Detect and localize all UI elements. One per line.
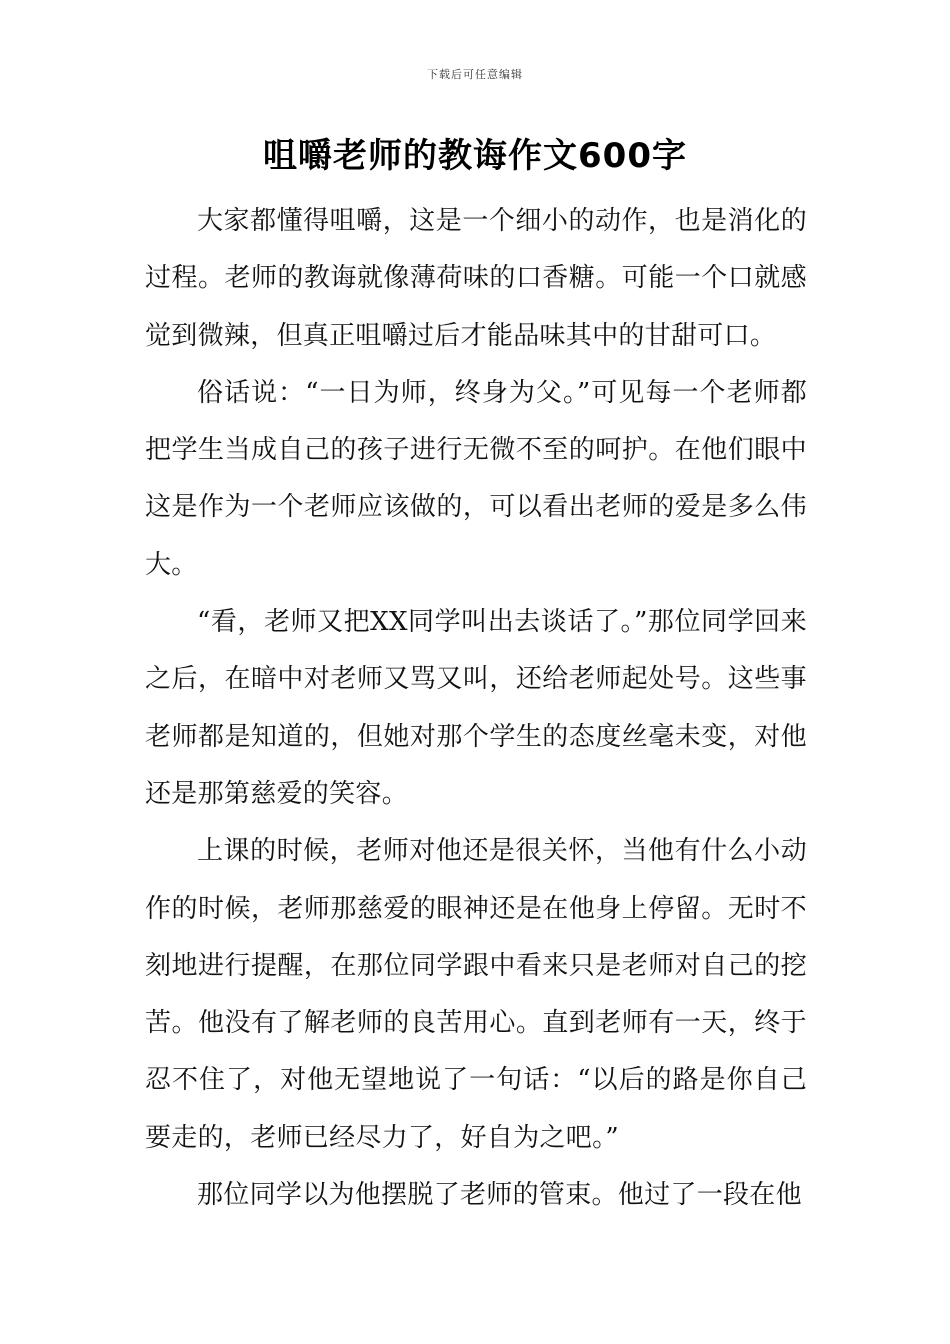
paragraph-1: 大家都懂得咀嚼，这是一个细小的动作，也是消化的过程。老师的教诲就像薄荷味的口香糖。可能一个口就感觉到微辣，但真正咀嚼过后才能品味其中的甘甜可口。 bbox=[145, 206, 807, 351]
paragraph-5: 那位同学以为他摆脱了老师的管束。他过了一段在他 bbox=[197, 1180, 802, 1211]
paragraph-4: 上课的时候，老师对他还是很关怀，当他有什么小动作的时候，老师那慈爱的眼神还是在他身上停留。无时不刻地进行提醒，在那位同学跟中看来只是老师对自己的挖苦。他没有了解老师的良苦用心。直到老师有一天，终于忍不住了，对他无望地说了一句话：“以后的路是你自己要走的，老师已经尽力了，好自为之吧。” bbox=[145, 836, 807, 1153]
document-body bbox=[145, 193, 807, 1224]
document-title: 咀嚼老师的教诲作文600字 bbox=[263, 136, 687, 176]
paragraph-2: 俗话说：“一日为师，终身为父。”可见每一个老师都把学生当成自己的孩子进行无微不至的呵护。在他们眼中这是作为一个老师应该做的，可以看出老师的爱是多么伟大。 bbox=[145, 377, 807, 580]
paragraph-3: “看，老师又把XX同学叫出去谈话了。”那位同学回来之后，在暗中对老师又骂又叫，还给老师起处号。这些事老师都是知道的，但她对那个学生的态度丝毫未变，对他还是那第慈爱的笑容。 bbox=[145, 607, 807, 809]
header-note: 下载后可任意编辑 bbox=[427, 68, 523, 81]
